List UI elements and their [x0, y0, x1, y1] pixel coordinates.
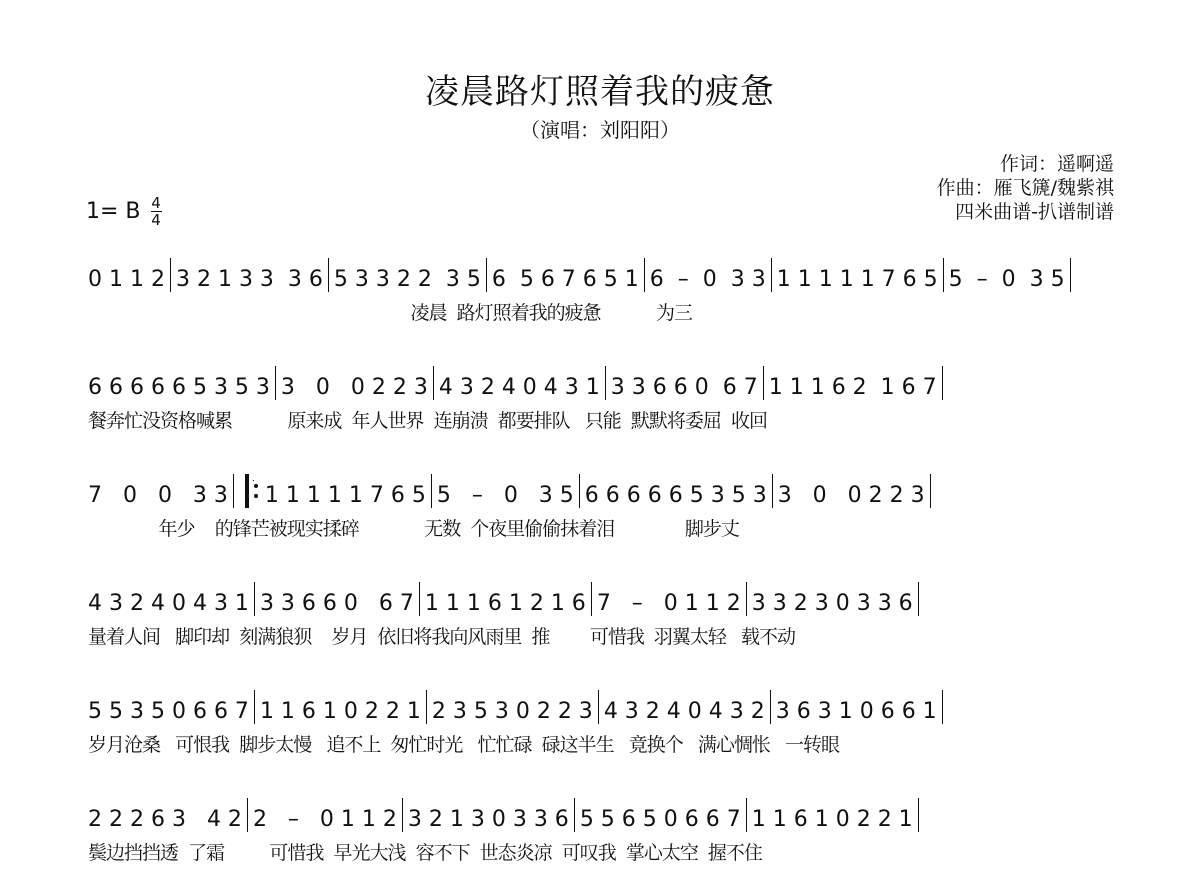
- measure: 2 2 2 6 3 4 2: [88, 807, 242, 832]
- lyrics-line: 量着人间 脚印却 刻满狼狈 岁月 依旧将我向风雨里 推 可惜我 羽翼太轻 载不动: [88, 626, 796, 648]
- measure: 3 3 6 6 0 6 7: [610, 375, 758, 400]
- measure: 1 1 6 1 0 2 2 1: [751, 807, 913, 832]
- measure: 5 5 3 5 0 6 6 7: [88, 699, 249, 724]
- measure: 4 3 2 4 0 4 3 1: [88, 591, 249, 616]
- measure: 3 3 6 6 0 6 7: [259, 591, 414, 616]
- time-top: 4: [151, 194, 161, 212]
- score-row: [88, 250, 1118, 350]
- barline: [644, 258, 645, 292]
- measure: 6 6 6 6 6 5 3 5 3: [88, 375, 270, 400]
- barline: [943, 258, 944, 292]
- measure: 2 – 0 1 1 2: [252, 807, 397, 832]
- barline: [763, 366, 764, 400]
- notes-line: [88, 682, 1118, 724]
- barline: [770, 690, 771, 724]
- measure: 7 – 0 1 1 2: [596, 591, 741, 616]
- score-row: [88, 466, 1118, 566]
- lyrics-line: 年少 的锋芒被现实揉碎 无数 个夜里偷偷抹着泪 脚步丈: [88, 518, 739, 540]
- barline: [402, 798, 403, 832]
- song-title: 凌晨路灯照着我的疲惫: [425, 72, 775, 112]
- measure: 2 3 5 3 0 2 2 3: [431, 699, 593, 724]
- lyrics-line: 凌晨 路灯照着我的疲惫 为三: [88, 302, 693, 324]
- measure: 5 – 0 3 5: [948, 267, 1065, 292]
- barline: [772, 474, 773, 508]
- barline: [426, 690, 427, 724]
- barline: [1070, 258, 1071, 292]
- barline: [771, 258, 772, 292]
- lyrics-line: 鬓边挡挡透 了霜 可惜我 早光大浅 容不下 世态炎凉 可叹我 掌心太空 握不住: [88, 842, 762, 864]
- measure: 3 0 0 2 2 3: [777, 483, 925, 508]
- barline: [746, 582, 747, 616]
- measure: 5 3 3 2 2 3 5: [333, 267, 481, 292]
- measure: 6 6 6 6 6 5 3 5 3: [584, 483, 767, 508]
- notes-line: [88, 466, 1118, 508]
- score-row: [88, 790, 1118, 890]
- barline: [254, 690, 255, 724]
- barline: [598, 690, 599, 724]
- notes-line: [88, 250, 1118, 292]
- key-label: 1= B: [86, 199, 141, 224]
- measure: 5 – 0 3 5: [436, 483, 574, 508]
- measure: 7 0 0 3 3: [88, 483, 228, 508]
- measure: 3 0 0 2 2 3: [280, 375, 428, 400]
- source-credit: 四米曲谱-扒谱制谱: [955, 201, 1114, 223]
- lyricist-credit: 作词：遥啊遥: [999, 153, 1114, 175]
- barline: [170, 258, 171, 292]
- measure: 3 6 3 1 0 6 6 1: [775, 699, 937, 724]
- score-row: [88, 358, 1118, 458]
- barline: [486, 258, 487, 292]
- barline: [942, 690, 943, 724]
- barline: [431, 474, 432, 508]
- notes-line: [88, 358, 1118, 400]
- measure: 4 3 2 4 0 4 3 1: [438, 375, 600, 400]
- measure: 3 2 1 3 3 3 6: [175, 267, 323, 292]
- measure: 3 3 2 3 0 3 3 6: [751, 591, 913, 616]
- measure: 1 1 6 1 0 2 2 1: [259, 699, 421, 724]
- time-bottom: 4: [151, 211, 161, 229]
- measure: 1 1 1 6 2 1 6 7: [768, 375, 937, 400]
- measure: 5 5 6 5 0 6 6 7: [579, 807, 741, 832]
- repeat-start-sign: [245, 474, 259, 508]
- measure: 4 3 2 4 0 4 3 2: [603, 699, 765, 724]
- score-row: [88, 574, 1118, 674]
- song-subtitle: （演唱：刘阳阳）: [520, 118, 680, 142]
- barline: [918, 798, 919, 832]
- measure: 0 1 1 2: [88, 267, 165, 292]
- barline: [746, 798, 747, 832]
- barline: [930, 474, 931, 508]
- notes-line: [88, 790, 1118, 832]
- measure: 6 5 6 7 6 5 1: [491, 267, 639, 292]
- barline: [275, 366, 276, 400]
- lyrics-line: 餐奔忙没资格喊累 原来成 年人世界 连崩溃 都要排队 只能 默默将委屈 收回: [88, 410, 767, 432]
- barline: [433, 366, 434, 400]
- time-signature: [151, 196, 162, 227]
- barline: [579, 474, 580, 508]
- barline: [419, 582, 420, 616]
- measure: 1 1 1 1 1 7 6 5: [264, 483, 426, 508]
- barline: [591, 582, 592, 616]
- barline: [247, 798, 248, 832]
- barline: [328, 258, 329, 292]
- key-signature: [86, 196, 162, 227]
- credits: [937, 152, 1114, 224]
- barline: [233, 474, 234, 508]
- measure: 1 1 1 1 1 7 6 5: [776, 267, 938, 292]
- composer-credit: 作曲：雁飞篪/魏紫祺: [936, 177, 1114, 199]
- barline: [254, 582, 255, 616]
- measure: 1 1 1 6 1 2 1 6: [424, 591, 586, 616]
- lyrics-line: 岁月沧桑 可恨我 脚步太慢 追不上 匆忙时光 忙忙碌 碌这半生 竟换个 满心惆怅 一转眼: [88, 734, 839, 756]
- barline: [605, 366, 606, 400]
- notes-line: [88, 574, 1118, 616]
- measure: 3 2 1 3 0 3 3 6: [407, 807, 569, 832]
- barline: [942, 366, 943, 400]
- barline: [918, 582, 919, 616]
- score-row: [88, 682, 1118, 782]
- barline: [574, 798, 575, 832]
- measure: 6 – 0 3 3: [649, 267, 766, 292]
